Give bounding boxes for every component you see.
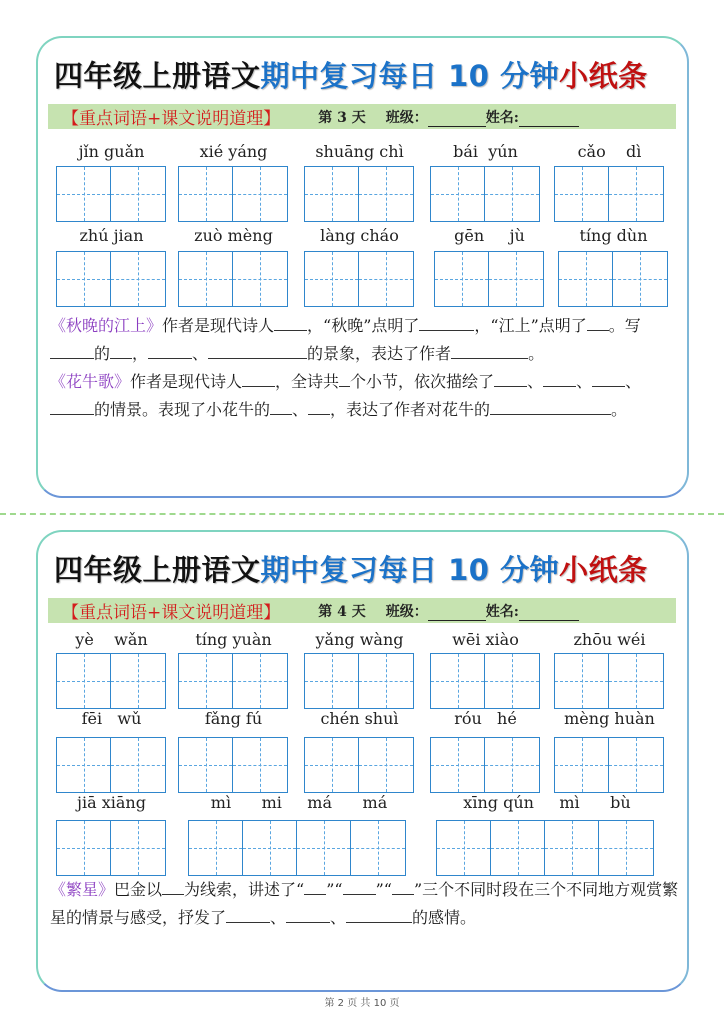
title-part-review: 期中复习每日 10 分钟 — [260, 59, 560, 93]
class-field[interactable] — [386, 601, 486, 621]
tianzige-cell[interactable] — [559, 252, 613, 306]
pinyin-label: mèng huàn — [564, 709, 655, 728]
paragraph-text: 、 — [270, 908, 287, 927]
answer-blank[interactable] — [419, 313, 474, 331]
answer-blank[interactable] — [50, 397, 94, 415]
tianzige-cell[interactable] — [555, 738, 609, 792]
writing-grid[interactable] — [178, 251, 288, 307]
tianzige-cell[interactable] — [305, 654, 359, 708]
writing-grid[interactable] — [430, 653, 540, 709]
answer-blank[interactable] — [304, 877, 326, 895]
day-label: 第 4 天 — [318, 603, 366, 620]
writing-grid[interactable] — [554, 737, 664, 793]
pinyin-label: róu hé — [454, 709, 517, 728]
title-part-grade: 四年级上册语文 — [54, 553, 261, 587]
paragraph-text: ，全诗共 — [275, 372, 340, 391]
title-part-review: 期中复习每日 10 分钟 — [260, 553, 560, 587]
pinyin-label: zhōu wéi — [573, 630, 646, 649]
name-label: 姓名: — [485, 109, 519, 126]
tianzige-cell[interactable] — [57, 738, 111, 792]
paragraph-text: 、 — [527, 372, 544, 391]
tianzige-cell[interactable] — [555, 167, 609, 221]
tianzige-cell[interactable] — [233, 167, 287, 221]
writing-grid[interactable] — [188, 820, 406, 876]
writing-grid[interactable] — [56, 653, 166, 709]
tianzige-cell[interactable] — [485, 738, 539, 792]
paragraph-text: ，“秋晚”点明了 — [307, 316, 420, 335]
pinyin-label: tíng yuàn — [195, 630, 272, 649]
tianzige-cell[interactable] — [111, 252, 165, 306]
title-part-note: 小纸条 — [559, 59, 648, 93]
lesson-title: 《繁星》 — [50, 880, 115, 899]
tianzige-cell[interactable] — [111, 654, 165, 708]
pinyin-label: xié yáng — [199, 142, 268, 161]
answer-blank[interactable] — [451, 341, 528, 359]
answer-blank[interactable] — [392, 877, 414, 895]
tianzige-cell[interactable] — [489, 252, 543, 306]
class-blank[interactable] — [428, 605, 486, 621]
pinyin-label: zhú jian — [79, 226, 144, 245]
tianzige-cell[interactable] — [609, 738, 663, 792]
lesson-title: 《秋晚的江上》 — [50, 316, 163, 335]
answer-blank[interactable] — [226, 905, 270, 923]
cut-line-divider — [0, 513, 724, 515]
writing-grid[interactable] — [178, 653, 288, 709]
title-part-note: 小纸条 — [559, 553, 648, 587]
writing-grid[interactable] — [558, 251, 668, 307]
worksheet-title — [54, 54, 674, 98]
tianzige-cell[interactable] — [609, 654, 663, 708]
answer-blank[interactable] — [308, 397, 330, 415]
paragraph-text: 的感情。 — [412, 908, 477, 927]
tianzige-cell[interactable] — [485, 167, 539, 221]
tianzige-cell[interactable] — [431, 654, 485, 708]
tianzige-cell[interactable] — [243, 821, 297, 875]
paragraph-text: 、 — [576, 372, 593, 391]
fill-in-paragraph — [50, 876, 680, 932]
answer-blank[interactable] — [346, 905, 412, 923]
answer-blank[interactable] — [242, 369, 275, 387]
class-label: 班级： — [385, 109, 428, 126]
tianzige-cell[interactable] — [545, 821, 599, 875]
tianzige-cell[interactable] — [57, 252, 111, 306]
topic-label: 【重点词语+课文说明道理】 — [62, 109, 281, 129]
tianzige-cell[interactable] — [111, 167, 165, 221]
info-banner — [48, 104, 676, 129]
tianzige-cell[interactable] — [297, 821, 351, 875]
paragraph-text: ，“江上”点明了 — [474, 316, 587, 335]
writing-grid[interactable] — [430, 737, 540, 793]
answer-blank[interactable] — [110, 341, 132, 359]
name-blank[interactable] — [519, 605, 579, 621]
paragraph-text: 个小节，依次描绘了 — [350, 372, 495, 391]
writing-grid[interactable] — [178, 166, 288, 222]
answer-blank[interactable] — [494, 369, 527, 387]
tianzige-cell[interactable] — [305, 252, 359, 306]
writing-grid[interactable] — [304, 653, 414, 709]
tianzige-cell[interactable] — [437, 821, 491, 875]
tianzige-cell[interactable] — [305, 167, 359, 221]
paragraph-text: ， — [132, 344, 149, 363]
tianzige-cell[interactable] — [599, 821, 653, 875]
pinyin-label: cǎo dì — [577, 142, 642, 161]
pinyin-label: fēi wǔ — [81, 709, 142, 728]
tianzige-cell[interactable] — [179, 252, 233, 306]
pinyin-label: fǎng fú — [204, 709, 263, 728]
pinyin-label: làng cháo — [320, 226, 399, 245]
name-blank[interactable] — [519, 111, 579, 127]
pinyin-label: chén shuì — [320, 709, 399, 728]
tianzige-cell[interactable] — [613, 252, 667, 306]
worksheet-card-day-3 — [36, 36, 689, 498]
paragraph-text: 。 — [611, 400, 628, 419]
tianzige-cell[interactable] — [179, 738, 233, 792]
answer-blank[interactable] — [274, 313, 307, 331]
topic-label: 【重点词语+课文说明道理】 — [62, 603, 281, 623]
answer-blank[interactable] — [339, 369, 350, 387]
paragraph-text: ，表达了作者对花牛的 — [330, 400, 491, 419]
paragraph-text: ”三个不同时段在三个不同地方观赏繁星的情景与感受，抒发了 — [50, 880, 679, 927]
answer-blank[interactable] — [543, 369, 576, 387]
paragraph-text: 作者是现代诗人 — [162, 316, 275, 335]
writing-grid[interactable] — [304, 251, 414, 307]
day-label: 第 3 天 — [318, 109, 366, 126]
paragraph-text: 、 — [625, 372, 642, 391]
title-part-grade: 四年级上册语文 — [54, 59, 261, 93]
name-field[interactable] — [486, 601, 579, 621]
tianzige-cell[interactable] — [179, 167, 233, 221]
tianzige-cell[interactable] — [491, 821, 545, 875]
paragraph-text: 为线索，讲述了“ — [184, 880, 305, 899]
writing-grid[interactable] — [178, 737, 288, 793]
fill-in-paragraphs — [50, 312, 680, 424]
answer-blank[interactable] — [343, 877, 376, 895]
name-label: 姓名: — [485, 603, 519, 620]
writing-grid[interactable] — [554, 653, 664, 709]
answer-blank[interactable] — [50, 341, 94, 359]
tianzige-cell[interactable] — [57, 167, 111, 221]
paragraph-text: 作者是现代诗人 — [130, 372, 243, 391]
tianzige-cell[interactable] — [431, 738, 485, 792]
writing-grid[interactable] — [56, 251, 166, 307]
pinyin-label: yè wǎn — [75, 630, 148, 649]
writing-grid[interactable] — [304, 166, 414, 222]
paragraph-text: 的景象，表达了作者 — [307, 344, 452, 363]
paragraph-text: 、 — [330, 908, 347, 927]
answer-blank[interactable] — [270, 397, 292, 415]
page-number: 第 2 页 共 10 页 — [324, 998, 400, 1009]
tianzige-cell[interactable] — [189, 821, 243, 875]
answer-blank[interactable] — [148, 341, 192, 359]
answer-blank[interactable] — [592, 369, 625, 387]
class-blank[interactable] — [428, 111, 486, 127]
writing-grid[interactable] — [554, 166, 664, 222]
tianzige-cell[interactable] — [233, 252, 287, 306]
answer-blank[interactable] — [587, 313, 609, 331]
tianzige-cell[interactable] — [233, 654, 287, 708]
tianzige-cell[interactable] — [111, 821, 165, 875]
pinyin-label: gēn jù — [454, 226, 525, 245]
paragraph-text: 、 — [192, 344, 209, 363]
pinyin-label: zuò mèng — [194, 226, 273, 245]
tianzige-cell[interactable] — [179, 654, 233, 708]
worksheet-card-day-4 — [36, 530, 689, 992]
pinyin-label: jiā xiāng — [77, 793, 146, 812]
name-field[interactable] — [486, 107, 579, 127]
info-banner — [48, 598, 676, 623]
writing-grid[interactable] — [434, 251, 544, 307]
pinyin-label: shuāng chì — [315, 142, 404, 161]
pinyin-label: jǐn guǎn — [78, 142, 145, 161]
class-label: 班级： — [385, 603, 428, 620]
tianzige-cell[interactable] — [609, 167, 663, 221]
tianzige-cell[interactable] — [111, 738, 165, 792]
answer-blank[interactable] — [490, 397, 611, 415]
paragraph-text: 的 — [94, 344, 111, 363]
tianzige-cell[interactable] — [435, 252, 489, 306]
fill-in-paragraphs — [50, 876, 680, 932]
answer-blank[interactable] — [286, 905, 330, 923]
fill-in-paragraph — [50, 312, 680, 368]
answer-blank[interactable] — [208, 341, 307, 359]
fill-in-paragraph — [50, 368, 680, 424]
tianzige-cell[interactable] — [359, 252, 413, 306]
answer-blank[interactable] — [162, 877, 184, 895]
tianzige-cell[interactable] — [305, 738, 359, 792]
lesson-title: 《花牛歌》 — [50, 372, 131, 391]
tianzige-cell[interactable] — [555, 654, 609, 708]
pinyin-label: tíng dùn — [579, 226, 648, 245]
paragraph-text: 的情景。表现了小花牛的 — [94, 400, 271, 419]
writing-grid[interactable] — [56, 820, 166, 876]
paragraph-text: ”“ — [375, 880, 392, 899]
paragraph-text: 、 — [292, 400, 309, 419]
tianzige-cell[interactable] — [233, 738, 287, 792]
tianzige-cell[interactable] — [359, 167, 413, 221]
tianzige-cell[interactable] — [351, 821, 405, 875]
writing-grid[interactable] — [56, 166, 166, 222]
class-field[interactable] — [386, 107, 486, 127]
pinyin-label: wēi xiào — [452, 630, 519, 649]
paragraph-text: 巴金以 — [114, 880, 163, 899]
tianzige-cell[interactable] — [359, 738, 413, 792]
worksheet-title — [54, 548, 674, 592]
paragraph-text: 。 — [528, 344, 545, 363]
pinyin-label: xīng qún mì bù — [463, 793, 631, 812]
tianzige-cell[interactable] — [485, 654, 539, 708]
tianzige-cell[interactable] — [57, 821, 111, 875]
writing-grid[interactable] — [304, 737, 414, 793]
writing-grid[interactable] — [430, 166, 540, 222]
tianzige-cell[interactable] — [57, 654, 111, 708]
paragraph-text: ”“ — [326, 880, 343, 899]
paragraph-text: 。写 — [608, 316, 641, 335]
tianzige-cell[interactable] — [359, 654, 413, 708]
writing-grid[interactable] — [436, 820, 654, 876]
pinyin-label: yǎng wàng — [315, 630, 404, 649]
pinyin-label: mì mi má má — [210, 793, 388, 812]
tianzige-cell[interactable] — [431, 167, 485, 221]
writing-grid[interactable] — [56, 737, 166, 793]
pinyin-label: bái yún — [453, 142, 518, 161]
